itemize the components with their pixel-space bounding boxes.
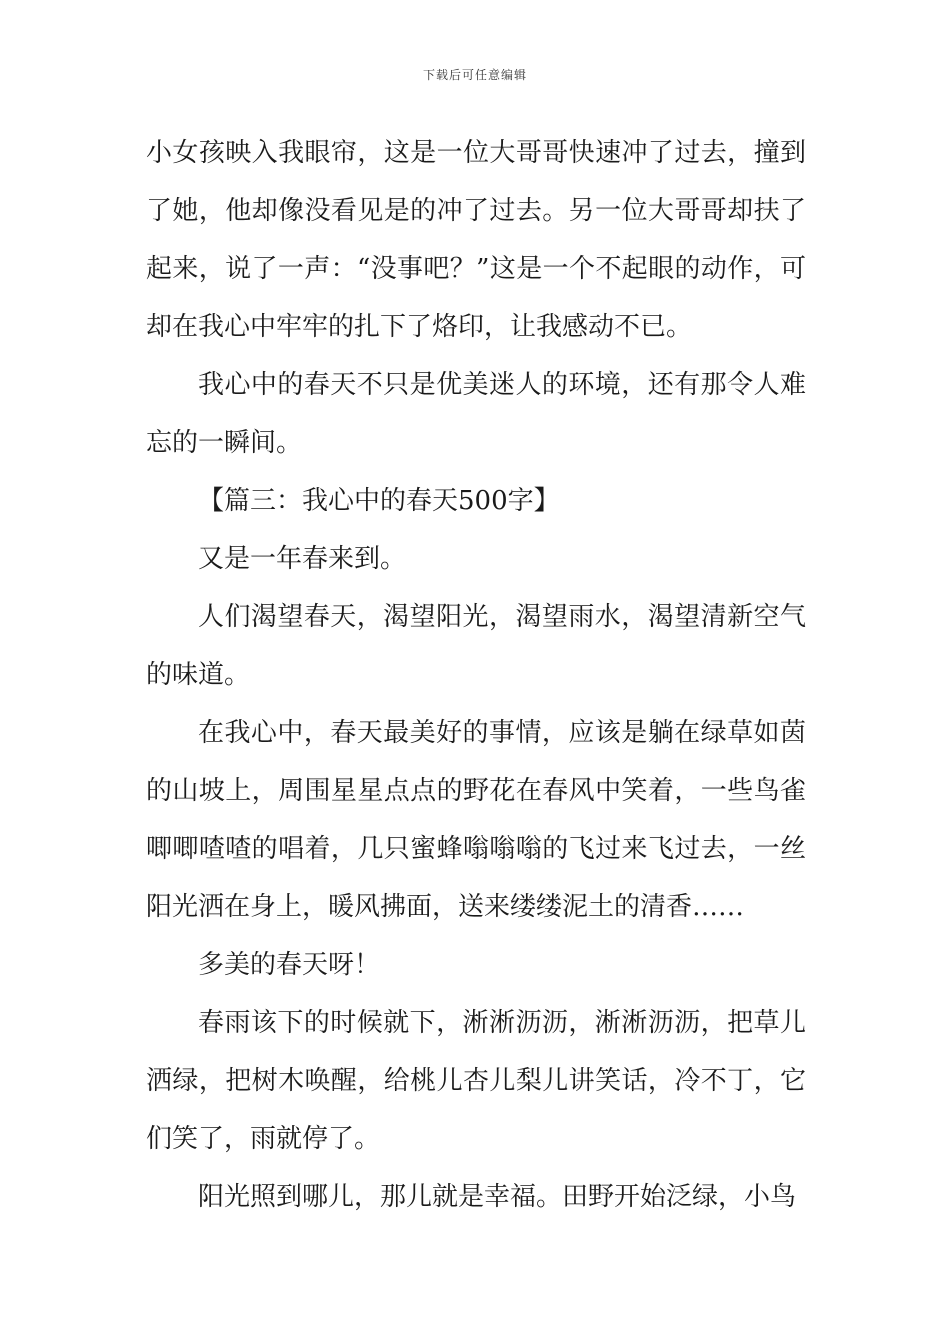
- paragraph-5: 在我心中，春天最美好的事情，应该是躺在绿草如茵的山坡上，周围星星点点的野花在春风中笑着，一些鸟雀唧唧喳喳的唱着，几只蜜蜂嗡嗡嗡的飞过来飞过去，一丝阳光洒在身上，暖风拂面，送来缕缕泥土的清香……: [146, 718, 806, 922]
- paragraph-3: 又是一年春来到。: [198, 544, 407, 574]
- page-header: 下载后可任意编辑: [422, 68, 527, 82]
- paragraph-4: 人们渴望春天，渴望阳光，渴望雨水，渴望清新空气的味道。: [146, 602, 806, 690]
- paragraph-8: 阳光照到哪儿，那儿就是幸福。田野开始泛绿，小鸟: [198, 1182, 797, 1212]
- section-heading: 【篇三：我心中的春天500字】: [198, 486, 560, 516]
- document-body: [146, 124, 806, 1226]
- paragraph-2: 我心中的春天不只是优美迷人的环境，还有那令人难忘的一瞬间。: [146, 370, 806, 458]
- paragraph-1: 小女孩映入我眼帘，这是一位大哥哥快速冲了过去，撞到了她，他却像没看见是的冲了过去。另一位大哥哥却扶了起来，说了一声：“没事吧？”这是一个不起眼的动作，可却在我心中牢牢的扎下了烙印，让我感动不已。: [146, 138, 806, 342]
- paragraph-6: 多美的春天呀！: [198, 950, 381, 980]
- paragraph-7: 春雨该下的时候就下，淅淅沥沥，淅淅沥沥，把草儿洒绿，把树木唤醒，给桃儿杏儿梨儿讲笑话，冷不丁，它们笑了，雨就停了。: [146, 1008, 806, 1154]
